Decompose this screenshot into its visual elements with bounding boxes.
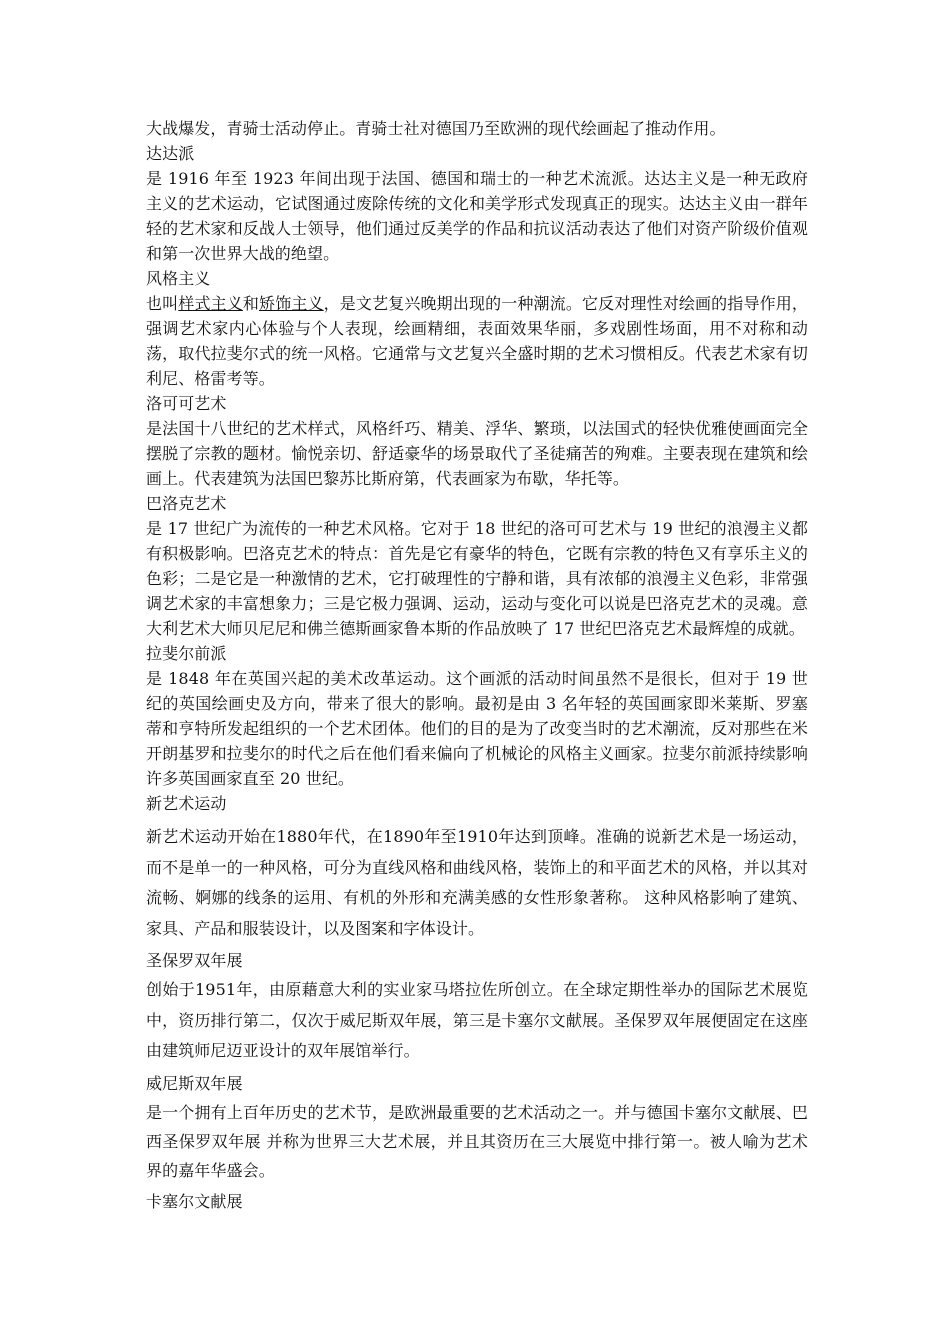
paragraph-venice: 是一个拥有上百年历史的艺术节，是欧洲最重要的艺术活动之一。并与德国卡塞尔文献展、巴西圣保罗双年展 并称为世界三大艺术展，并且其资历在三大展览中排行第一。被人喻为艺术界的嘉年华盛会。: [146, 1102, 808, 1180]
heading-venice: 威尼斯双年展: [146, 1073, 243, 1093]
heading-saopaulo: 圣保罗双年展: [146, 951, 243, 970]
mannerism-prefix: 也叫: [146, 294, 179, 313]
paragraph-mannerism: [146, 291, 808, 391]
paragraph-rococo: 是法国十八世纪的艺术样式，风格纤巧、精美、浮华、繁琐，以法国式的轻快优雅使画面完全摆脱了宗教的题材。愉悦亲切、舒适豪华的场景取代了圣徒痛苦的殉难。主要表现在建筑和绘画上。代表建筑为法国巴黎苏比斯府第，代表画家为布歇，华托等。: [146, 419, 808, 488]
heading-rococo: 洛可可艺术: [146, 394, 227, 413]
mannerism-and: 和: [242, 294, 260, 313]
paragraph-preraphaelite: 是 1848 年在英国兴起的美术改革运动。这个画派的活动时间虽然不是很长，但对于 19 世纪的英国绘画史及方向，带来了很大的影响。最初是由 3 名年轻的英国画家即米莱斯、罗塞蒂和亨特所发起组织的一个艺术团体。他们的目的是为了改变当时的艺术潮流，反对那些在米开朗基罗和拉斐尔的时代之后在他们看来偏向了机械论的风格主义画家。拉斐尔前派持续影响许多英国画家直至 20 世纪。: [146, 669, 808, 788]
paragraph-baroque: 是 17 世纪广为流传的一种艺术风格。它对于 18 世纪的洛可可艺术与 19 世纪的浪漫主义都有积极影响。巴洛克艺术的特点：首先是它有豪华的特色，它既有宗教的特色又有享乐主义的色彩；二是它是一种激情的艺术，它打破理性的宁静和谐，具有浓郁的浪漫主义色彩，非常强调艺术家的丰富想象力；三是它极力强调、运动，运动与变化可以说是巴洛克艺术的灵魂。意大利艺术大师贝尼尼和佛兰德斯画家鲁本斯的作品放映了 17 世纪巴洛克艺术最辉煌的成就。: [146, 519, 808, 638]
document-body: [146, 116, 808, 1214]
heading-artnouveau: 新艺术运动: [146, 794, 227, 813]
paragraph-artnouveau: 新艺术运动开始在1880年代，在1890年至1910年达到顶峰。准确的说新艺术是一场运动，而不是单一的一种风格，可分为直线风格和曲线风格，装饰上的和平面艺术的风格，并以其对流畅、婀娜的线条的运用、有机的外形和充满美感的女性形象著称。 这种风格影响了建筑、家具、产品和服装设计，以及图案和字体设计。: [146, 827, 808, 938]
heading-mannerism: 风格主义: [146, 269, 211, 288]
heading-preraphaelite: 拉斐尔前派: [146, 644, 227, 663]
heading-dada: 达达派: [146, 144, 195, 163]
heading-kassel: 卡塞尔文献展: [146, 1191, 243, 1211]
paragraph-dada: 是 1916 年至 1923 年间出现于法国、德国和瑞士的一种艺术流派。达达主义是一种无政府主义的艺术运动，它试图通过废除传统的文化和美学形式发现真正的现实。达达主义由一群年轻的艺术家和反战人士领导，他们通过反美学的作品和抗议活动表达了他们对资产阶级价值观和第一次世界大战的绝望。: [146, 169, 808, 263]
link-mannerism-alt1[interactable]: 样式主义: [178, 294, 243, 313]
mannerism-body: ，是文艺复兴晚期出现的一种潮流。它反对理性对绘画的指导作用，强调艺术家内心体验与个人表现，绘画精细，表面效果华丽，多戏剧性场面，用不对称和动荡，取代拉斐尔式的统一风格。它通常与文艺复兴全盛时期的艺术习惯相反。代表艺术家有切利尼、格雷考等。: [146, 294, 808, 388]
link-mannerism-alt2[interactable]: 矫饰主义: [259, 294, 324, 313]
intro-paragraph: 大战爆发，青骑士活动停止。青骑士社对德国乃至欧洲的现代绘画起了推动作用。: [146, 119, 726, 138]
heading-baroque: 巴洛克艺术: [146, 494, 227, 513]
paragraph-saopaulo: 创始于1951年，由原藉意大利的实业家马塔拉佐所创立。在全球定期性举办的国际艺术展览中，资历排行第二，仅次于威尼斯双年展，第三是卡塞尔文献展。圣保罗双年展便固定在这座由建筑师尼迈亚设计的双年展馆举行。: [146, 980, 808, 1060]
